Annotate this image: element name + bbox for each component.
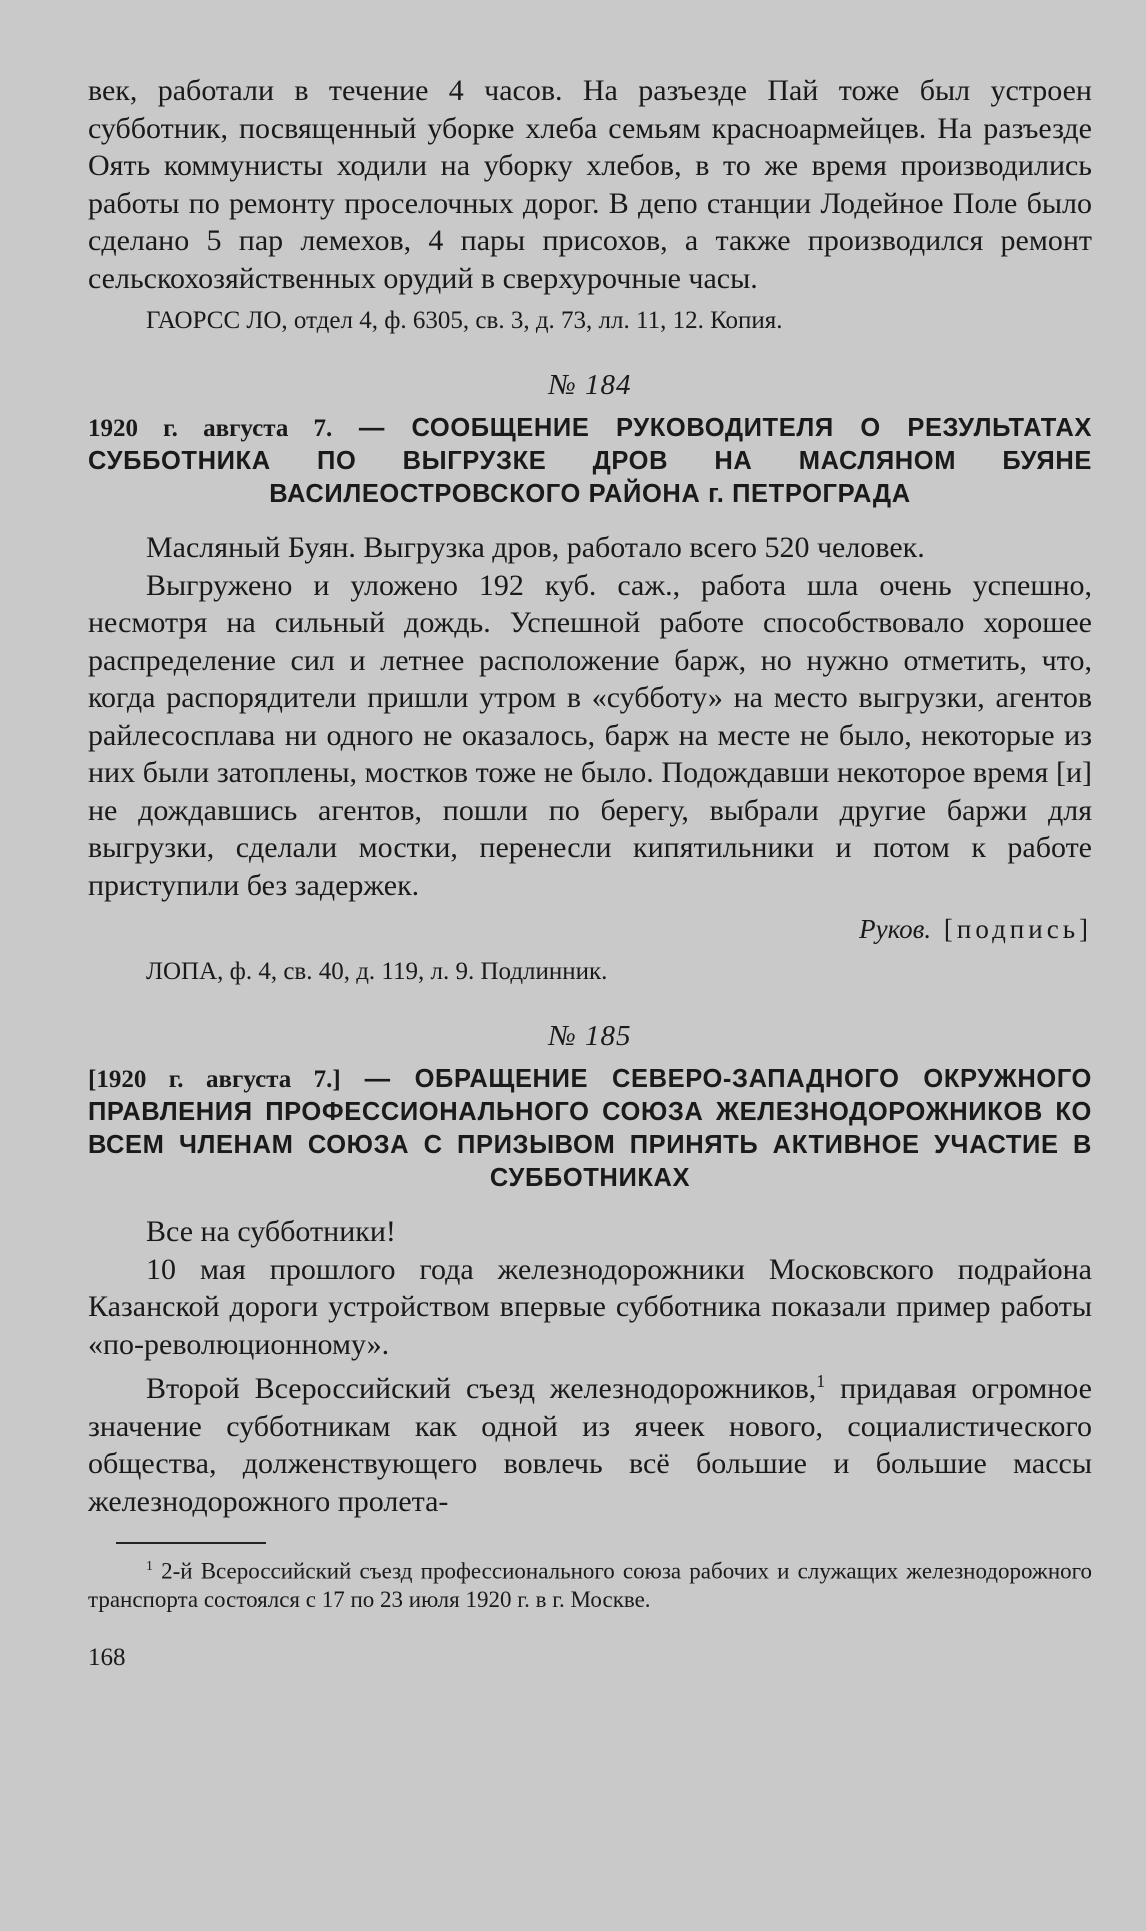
paragraph-185-1: Все на субботники! (146, 1215, 396, 1248)
footnote-reference: 1 (816, 1371, 826, 1391)
document-date-184: 1920 г. августа 7. (88, 415, 333, 442)
paragraph-185-3-start: Второй Всероссийский съезд железнодорожников, (146, 1372, 817, 1405)
paragraph-184-2: Выгружено и уложено 192 куб. саж., работа шла очень успешно, несмотря на сильный дождь. Успешной работе способствовало хорошее распределение сил и летнее расположение барж, но нужно отметить, что, когда распорядители пришли утром в «субботу» на место выгрузки, агентов райлесосплава ни одного не оказалось, барж на месте не было, некоторые из них были затоплены, мостков тоже не было. Подождавши некоторое время [и] не дождавшись агентов, пошли по берегу, выбрали другие баржи для выгрузки, сделали мостки, перенесли кипятильники и потом к работе приступили без задержек. (88, 568, 1092, 902)
document-title-184: — СООБЩЕНИЕ РУКОВОДИТЕЛЯ О РЕЗУЛЬТАТАХ СУББОТНИКА ПО ВЫГРУЗКЕ ДРОВ НА МАСЛЯНОМ БУЯНЕ ВАСИЛЕОСТРОВСКОГО РАЙОНА г. ПЕТРОГРАДА (88, 414, 1093, 508)
paragraph-185-3 (88, 1363, 1092, 1520)
paragraph-184-1: Масляный Буян. Выгрузка дров, работало всего 520 человек. (146, 531, 925, 564)
page-number: 168 (88, 1643, 126, 1671)
document-heading-184 (88, 412, 1092, 511)
signature-184 (88, 910, 1092, 948)
paragraph-185-3-end: придавая огромное значение субботникам как одной из ячеек нового, социалистического общества, долженствующего вовлечь всё большие и большие массы железнодорожного пролета- (88, 1372, 1092, 1518)
document-heading-185 (88, 1063, 1092, 1195)
footnote-mark: 1 (146, 1558, 153, 1573)
document-title-185: — ОБРАЩЕНИЕ СЕВЕРО-ЗАПАДНОГО ОКРУЖНОГО ПРАВЛЕНИЯ ПРОФЕССИОНАЛЬНОГО СОЮЗА ЖЕЛЕЗНОДОРОЖНИКОВ КО ВСЕМ ЧЛЕНАМ СОЮЗА С ПРИЗЫВОМ ПРИНЯТЬ АКТИВНОЕ УЧАСТИЕ В СУББОТНИКАХ (88, 1065, 1092, 1192)
document-number-184: № 184 (548, 369, 632, 401)
archive-source-183: ГАОРСС ЛО, отдел 4, ф. 6305, св. 3, д. 73, лл. 11, 12. Копия. (146, 307, 783, 334)
document-date-185: [1920 г. августа 7.] (88, 1066, 341, 1093)
archive-source-184: ЛОПА, ф. 4, св. 40, д. 119, л. 9. Подлинник. (146, 958, 608, 985)
footnote (88, 1552, 1092, 1614)
signature-mark: [подпись] (943, 914, 1092, 944)
footnote-divider (116, 1542, 266, 1544)
signature-name: Руков. (859, 914, 932, 944)
paragraph-185-2: 10 мая прошлого года железнодорожники Московского подрайона Казанской дороги устройством впервые субботника показали пример работы «по-революционному». (88, 1252, 1092, 1361)
document-number-185: № 185 (548, 1020, 632, 1052)
text-column (88, 72, 1092, 1672)
continuation-paragraph: век, работали в течение 4 часов. На разъезде Пай тоже был устроен субботник, посвященный уборке хлеба семьям красноармейцев. На разъезде Оять коммунисты ходили на уборку хлебов, в то же время производились работы по ремонту проселочных дорог. В депо станции Лодейное Поле было сделано 5 пар лемехов, 4 пары присохов, а также производился ремонт сельскохозяйственных орудий в сверхурочные часы. (88, 74, 1092, 295)
footnote-text: 2-й Всероссийский съезд профессионального союза рабочих и служащих железнодорожного транспорта состоялся с 17 по 23 июля 1920 г. в г. Москве. (88, 1558, 1092, 1612)
